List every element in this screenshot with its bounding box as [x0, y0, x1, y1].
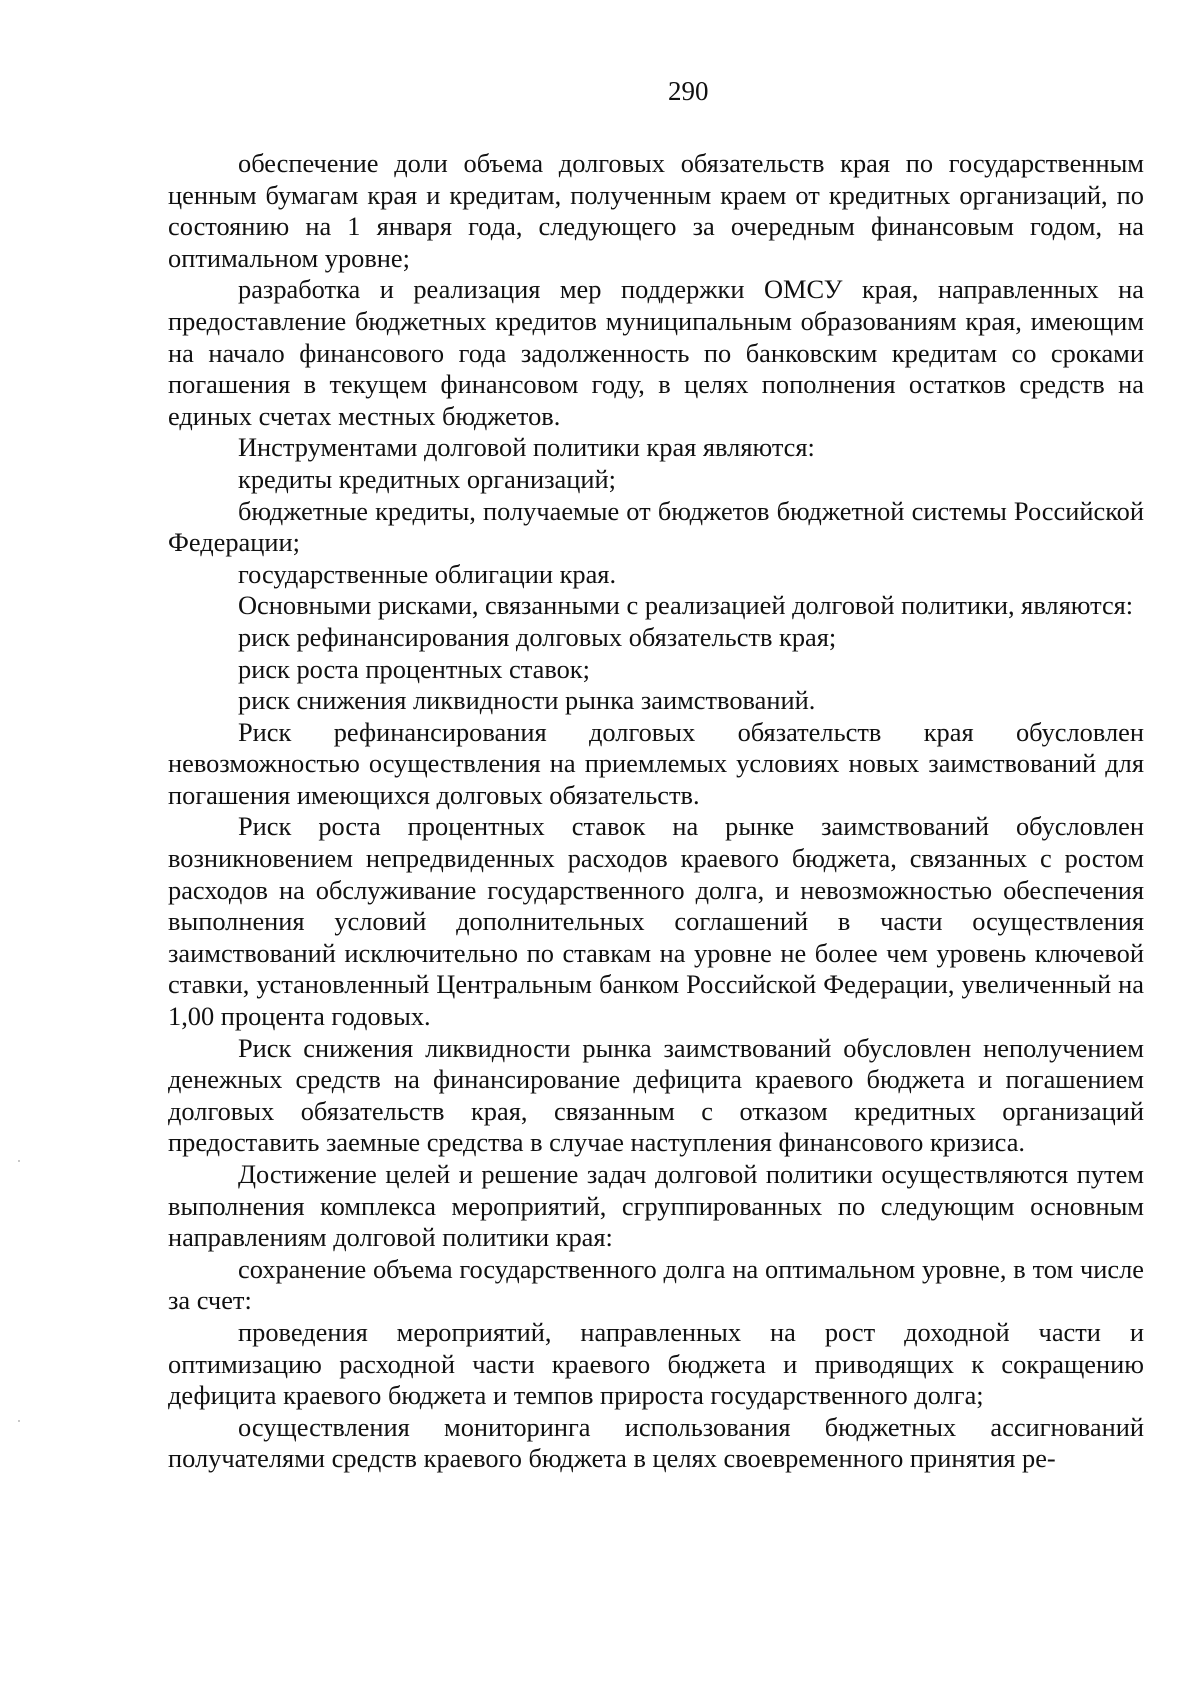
paragraph: проведения мероприятий, направленных на рост доходной части и оптимизацию расходной части краевого бюджета и приводящих к сокращению дефицита краевого бюджета и темпов прироста государственного долга;	[168, 1316, 1144, 1411]
paragraph: бюджетные кредиты, получаемые от бюджетов бюджетной системы Российской Федерации;	[168, 495, 1144, 558]
scan-speck	[18, 1420, 20, 1422]
paragraph: кредиты кредитных организаций;	[238, 463, 616, 494]
scan-speck	[18, 1160, 20, 1162]
paragraph: риск рефинансирования долговых обязательств края;	[238, 621, 837, 652]
paragraph: Риск рефинансирования долговых обязательств края обусловлен невозможностью осуществления на приемлемых условиях новых заимствований для погашения имеющихся долговых обязательств.	[168, 716, 1144, 810]
page-number-text: 290	[668, 76, 709, 106]
paragraph: риск снижения ликвидности рынка заимствований.	[238, 685, 816, 716]
paragraph: государственные облигации края.	[238, 558, 617, 589]
paragraph: Риск снижения ликвидности рынка заимствований обусловлен неполучением денежных средств на финансирование дефицита краевого бюджета и погашением долговых обязательств края, связанным с отказом кредитных организаций предоставить заемные средства в случае наступления финансового кризиса.	[168, 1032, 1144, 1158]
paragraph: разработка и реализация мер поддержки ОМСУ края, направленных на предоставление бюджетных кредитов муниципальным образованиям края, имеющим на начало финансового года задолженность по банковским кредитам со сроками погашения в текущем финансовом году, в целях пополнения остатков средств на единых счетах местных бюджетов.	[168, 274, 1144, 431]
paragraph: Инструментами долговой политики края являются:	[238, 432, 815, 463]
paragraph: обеспечение доли объема долговых обязательств края по государственным ценным бумагам края и кредитам, полученным краем от кредитных организаций, по состоянию на 1 января года, следующего за очередным финансовым годом, на оптимальном уровне;	[168, 148, 1144, 273]
paragraph: осуществления мониторинга использования бюджетных ассигнований получателями средств краевого бюджета в целях своевременного принятия ре-	[168, 1411, 1144, 1474]
paragraph: сохранение объема государственного долга на оптимальном уровне, в том числе за счет:	[168, 1253, 1144, 1316]
paragraph: Риск роста процентных ставок на рынке заимствований обусловлен возникновением непредвиденных расходов краевого бюджета, связанных с ростом расходов на обслуживание государственного долга, и невозможностью обеспечения выполнения условий дополнительных соглашений в части осуществления заимствований исключительно по ставкам на уровне не более чем уровень ключевой ставки, установленный Центральным банком Российской Федерации, увеличенный на 1,00 процента годовых.	[168, 811, 1144, 1032]
paragraph: риск роста процентных ставок;	[238, 653, 590, 684]
document-body	[168, 148, 1144, 1475]
paragraph: Достижение целей и решение задач долговой политики осуществляются путем выполнения комплекса мероприятий, сгруппированных по следующим основным направлениям долговой политики края:	[168, 1159, 1144, 1253]
paragraph: Основными рисками, связанными с реализацией долговой политики, являются:	[238, 590, 1134, 621]
